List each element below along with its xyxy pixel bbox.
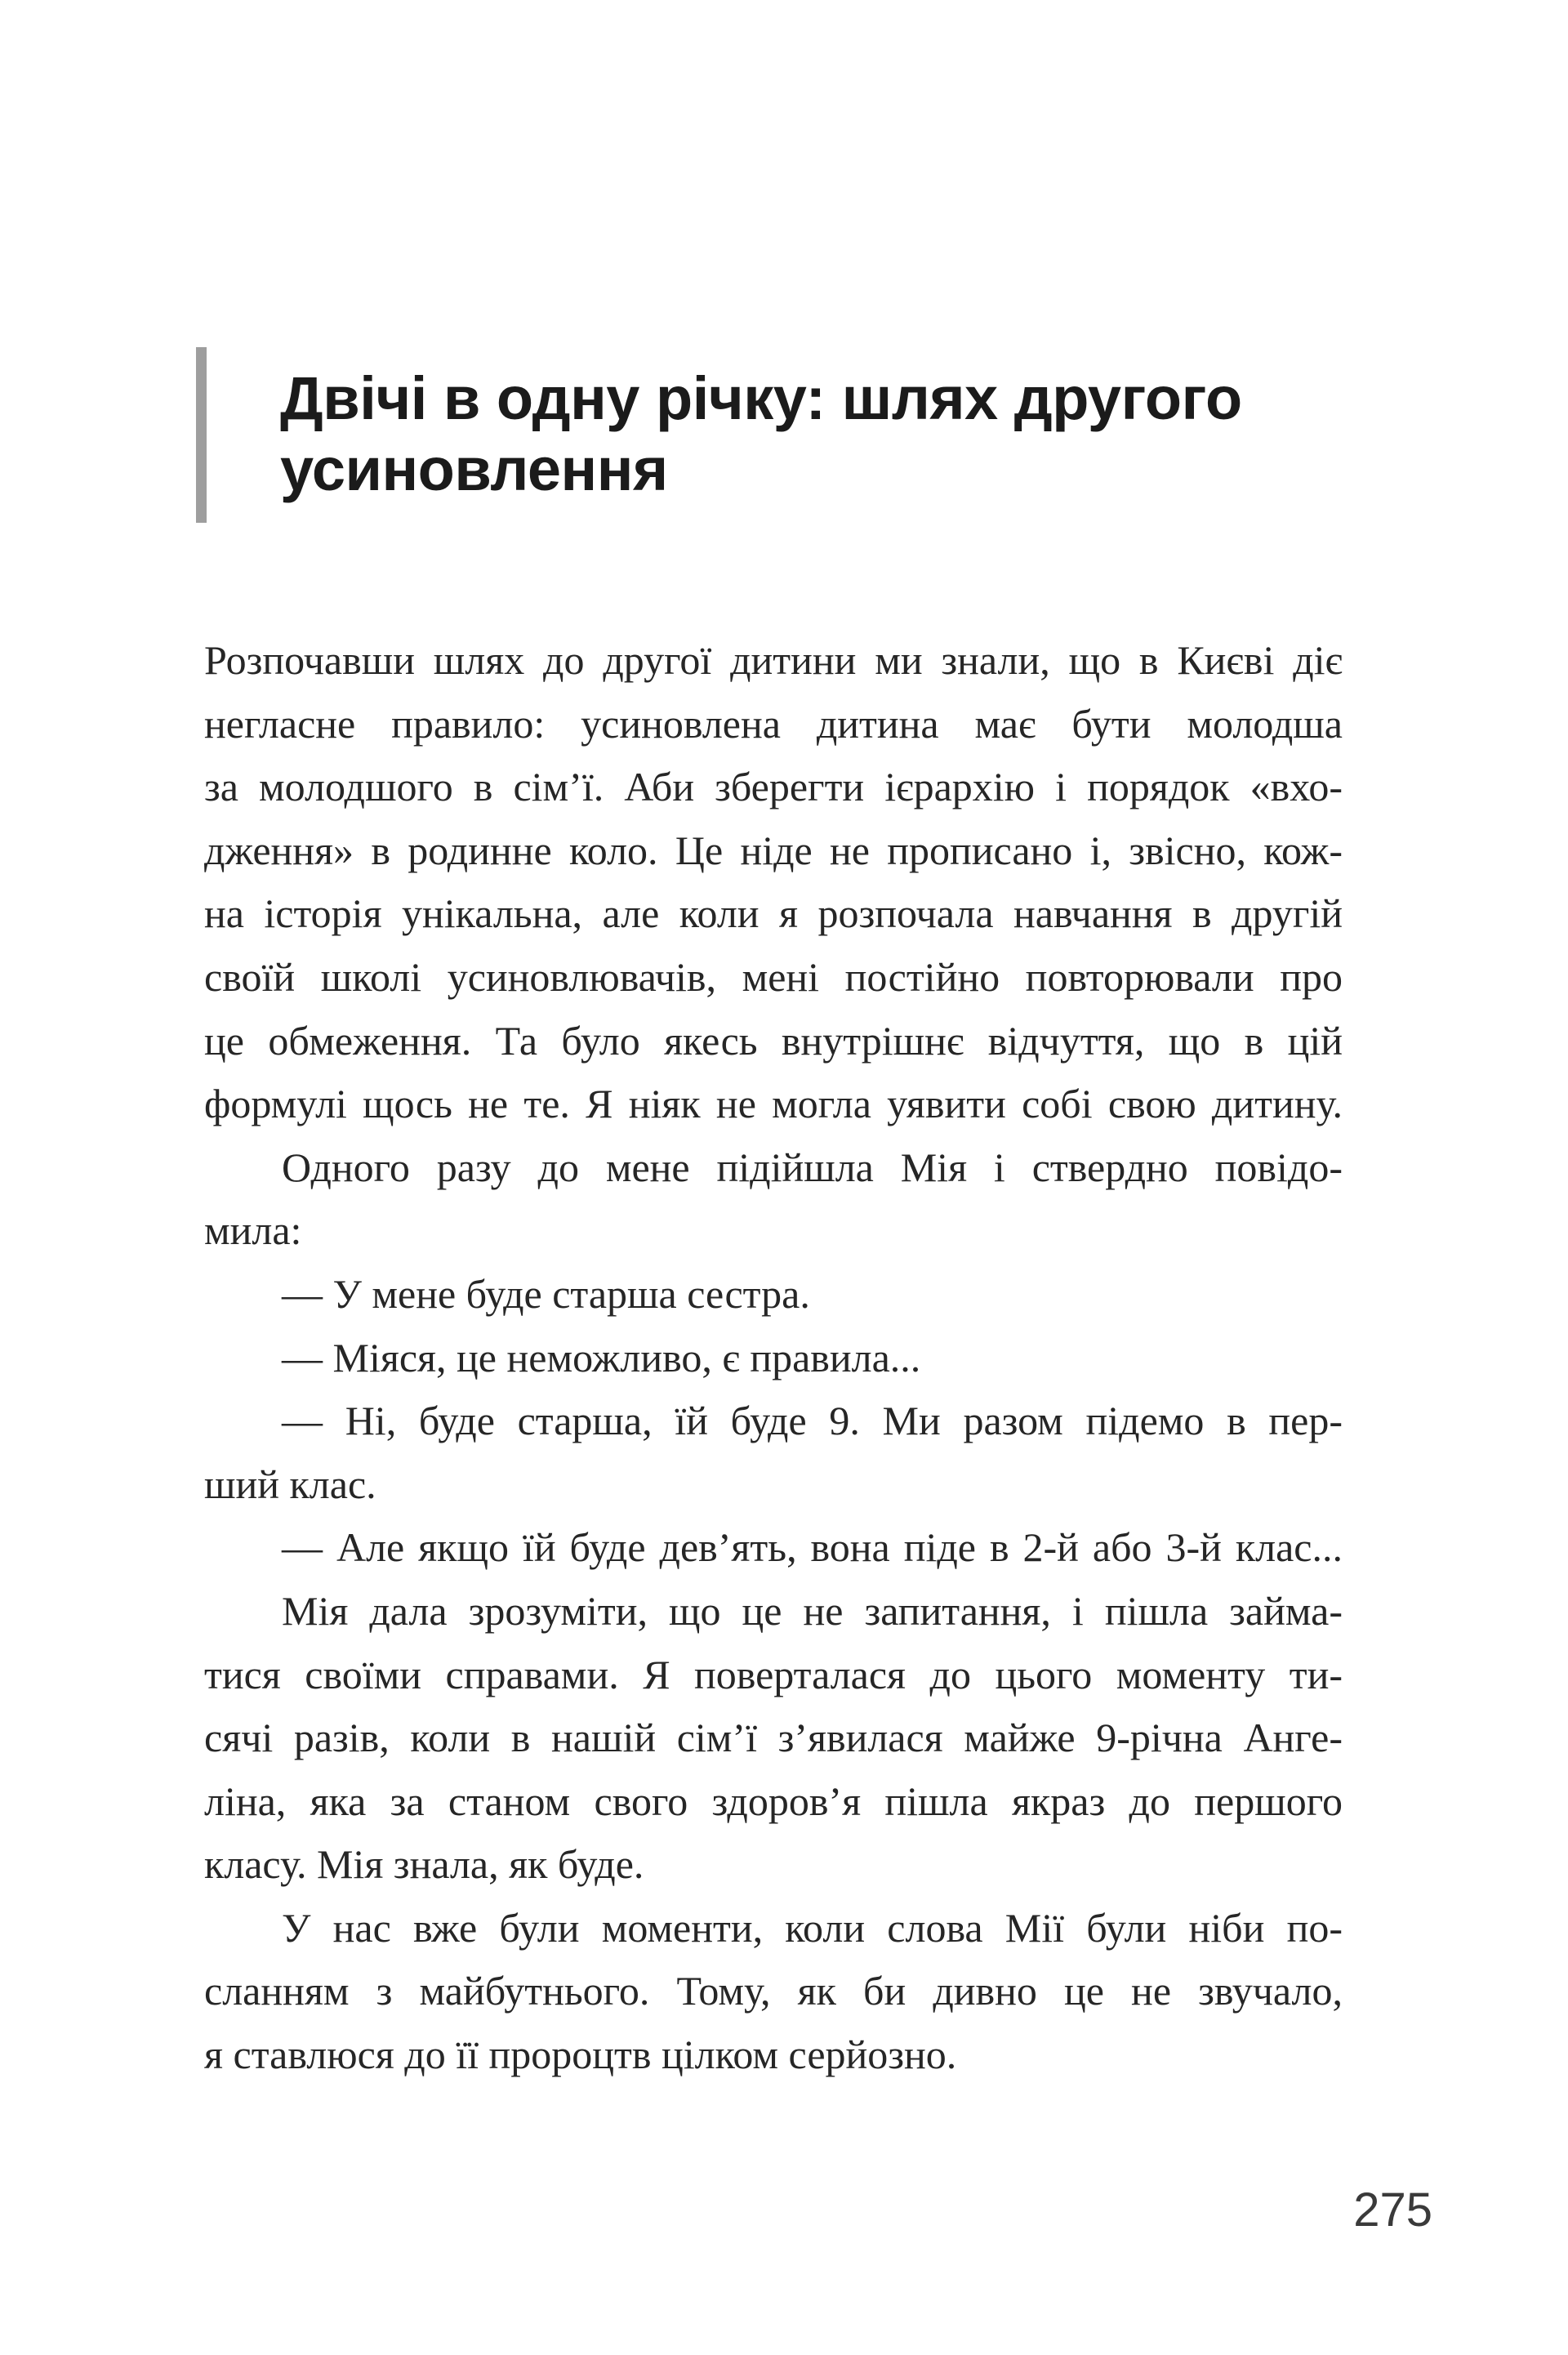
body-line: Розпочавши шлях до другої дитини ми знали, що в Києві діє bbox=[204, 637, 1343, 683]
heading-accent-bar bbox=[196, 347, 207, 523]
dialogue-line: — Ні, буде старша, їй буде 9. Ми разом підемо в пер- bbox=[282, 1398, 1343, 1444]
body-line: на історія унікальна, але коли я розпочала навчання в другій bbox=[204, 890, 1343, 937]
body-text bbox=[204, 629, 1343, 2087]
chapter-title-line-1: Двічі в одну річку: шлях другого bbox=[280, 364, 1242, 432]
body-line: формулі щось не те. Я ніяк не могла уявити собі свою дитину. bbox=[204, 1081, 1343, 1127]
dialogue-line: — У мене буде старша сестра. bbox=[282, 1270, 810, 1317]
body-line: своїй школі усиновлювачів, мені постійно повторювали про bbox=[204, 953, 1343, 1000]
body-line: тися своїми справами. Я поверталася до цього моменту ти- bbox=[204, 1651, 1343, 1697]
body-line: це обмеження. Та було якесь внутрішнє відчуття, що в цій bbox=[204, 1017, 1343, 1064]
body-line: ліна, яка за станом свого здоров’я пішла якраз до першого bbox=[204, 1777, 1343, 1824]
body-line: дження» в родинне коло. Це ніде не прописано і, звісно, кож- bbox=[204, 827, 1343, 873]
dialogue-line: ший клас. bbox=[204, 1461, 376, 1507]
body-line: за молодшого в сім’ї. Аби зберегти ієрархію і порядок «вхо- bbox=[204, 764, 1343, 810]
body-line: У нас вже були моменти, коли слова Мії були ніби по- bbox=[282, 1904, 1343, 1951]
body-line: я ставлюся до її пророцтв цілком серйозно. bbox=[204, 2032, 957, 2078]
body-line: класу. Мія знала, як буде. bbox=[204, 1841, 644, 1888]
chapter-title bbox=[280, 363, 1358, 505]
body-line: сячі разів, коли в нашій сім’ї з’явилася майже 9-річна Анге- bbox=[204, 1715, 1343, 1761]
body-line: негласне правило: усиновлена дитина має бути молодша bbox=[204, 700, 1343, 747]
dialogue-line: — Міяся, це неможливо, є правила... bbox=[282, 1334, 921, 1380]
body-line: Мія дала зрозуміти, що це не запитання, і пішла займа- bbox=[282, 1587, 1343, 1634]
body-line: сланням з майбутнього. Тому, як би дивно це не звучало, bbox=[204, 1968, 1343, 2014]
dialogue-line: — Але якщо їй буде дев’ять, вона піде в 2-й або 3-й клас... bbox=[282, 1524, 1343, 1571]
chapter-title-line-2: усиновлення bbox=[280, 435, 668, 503]
body-line: мила: bbox=[204, 1207, 302, 1254]
page-number: 275 bbox=[1353, 2183, 1432, 2237]
body-line: Одного разу до мене підійшла Мія і ствердно повідо- bbox=[282, 1144, 1343, 1190]
